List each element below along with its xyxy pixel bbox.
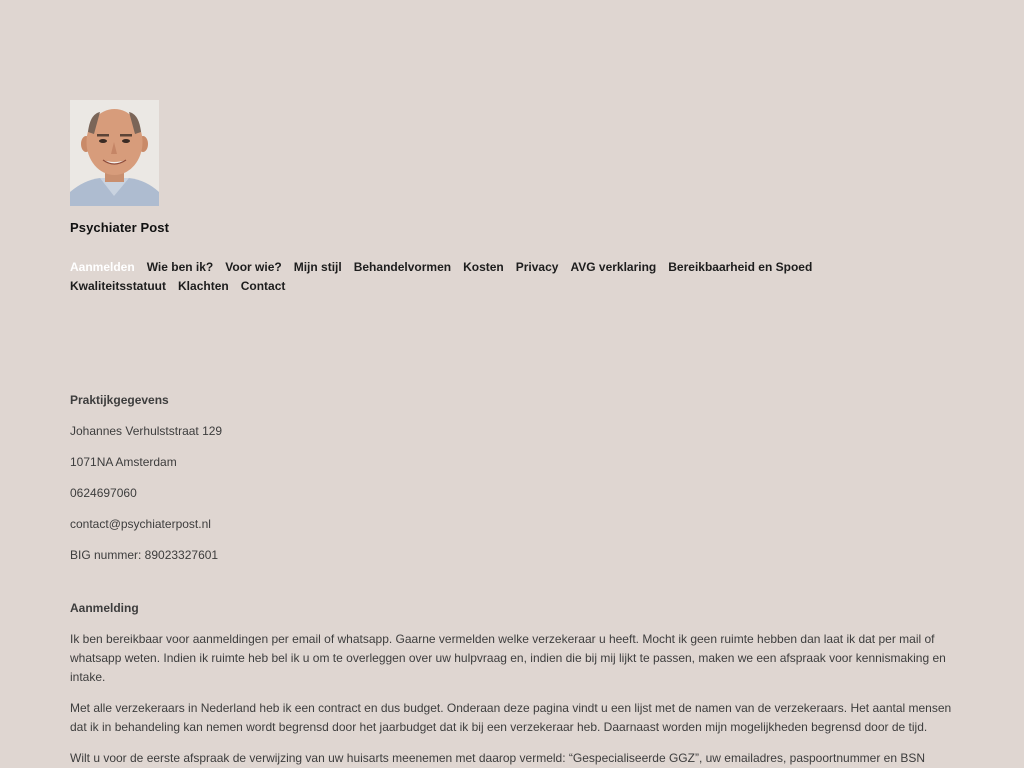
practice-city: 1071NA Amsterdam [70,455,177,469]
nav-item-kwaliteitsstatuut[interactable]: Kwaliteitsstatuut [70,279,167,293]
nav-item-mijn-stijl[interactable]: Mijn stijl [293,260,342,274]
nav-item-avg-verklaring[interactable]: AVG verklaring [570,260,657,274]
registration-paragraph-2: Met alle verzekeraars in Nederland heb ik een contract en dus budget. Onderaan deze pagina vindt u een lijst met de namen van de verzekeraars. Het aantal mensen dat ik in behandeling kan nemen wordt begrensd door het jaarbudget dat ik bij een verzekeraar heb. Daarnaast worden mijn mogelijkheden begrensd door de tijd. [70,701,952,734]
registration-paragraph-3: Wilt u voor de eerste afspraak de verwijzing van uw huisarts meenemen met daarop vermeld: “Gespecialiseerde GGZ”, uw emailadres, paspoortnummer en BSN [70,751,926,765]
practice-big-number: BIG nummer: 89023327601 [70,548,219,562]
section-spacer [70,577,954,599]
nav-item-voor-wie[interactable]: Voor wie? [225,260,282,274]
site-title[interactable]: Psychiater Post [70,220,170,235]
nav-item-contact[interactable]: Contact [240,279,286,293]
nav-item-bereikbaarheid[interactable]: Bereikbaarheid en Spoed [668,260,813,274]
nav-item-aanmelden[interactable]: Aanmelden [70,260,135,274]
portrait-photo [70,100,159,206]
practice-street: Johannes Verhulststraat 129 [70,424,223,438]
nav-item-privacy[interactable]: Privacy [515,260,559,274]
nav-item-wie-ben-ik[interactable]: Wie ben ik? [146,260,214,274]
nav-item-klachten[interactable]: Klachten [178,279,229,293]
main-nav [70,258,850,296]
site-header [70,100,950,296]
practice-email: contact@psychiaterpost.nl [70,517,211,531]
main-content [70,391,954,768]
nav-item-behandelvormen[interactable]: Behandelvormen [353,260,452,274]
registration-paragraph-1: Ik ben bereikbaar voor aanmeldingen per email of whatsapp. Gaarne vermelden welke verzekeraar u heeft. Mocht ik geen ruimte hebben dan laat ik dat per mail of whatsapp weten. Indien ik ruimte heb bel ik u om te overleggen over uw hulpvraag en, indien die bij mij lijkt te passen, maken we een afspraak voor kennismaking en intake. [70,632,946,684]
nav-item-kosten[interactable]: Kosten [463,260,504,274]
practice-heading: Praktijkgegevens [70,393,169,407]
registration-heading: Aanmelding [70,601,139,615]
practice-phone: 0624697060 [70,486,137,500]
